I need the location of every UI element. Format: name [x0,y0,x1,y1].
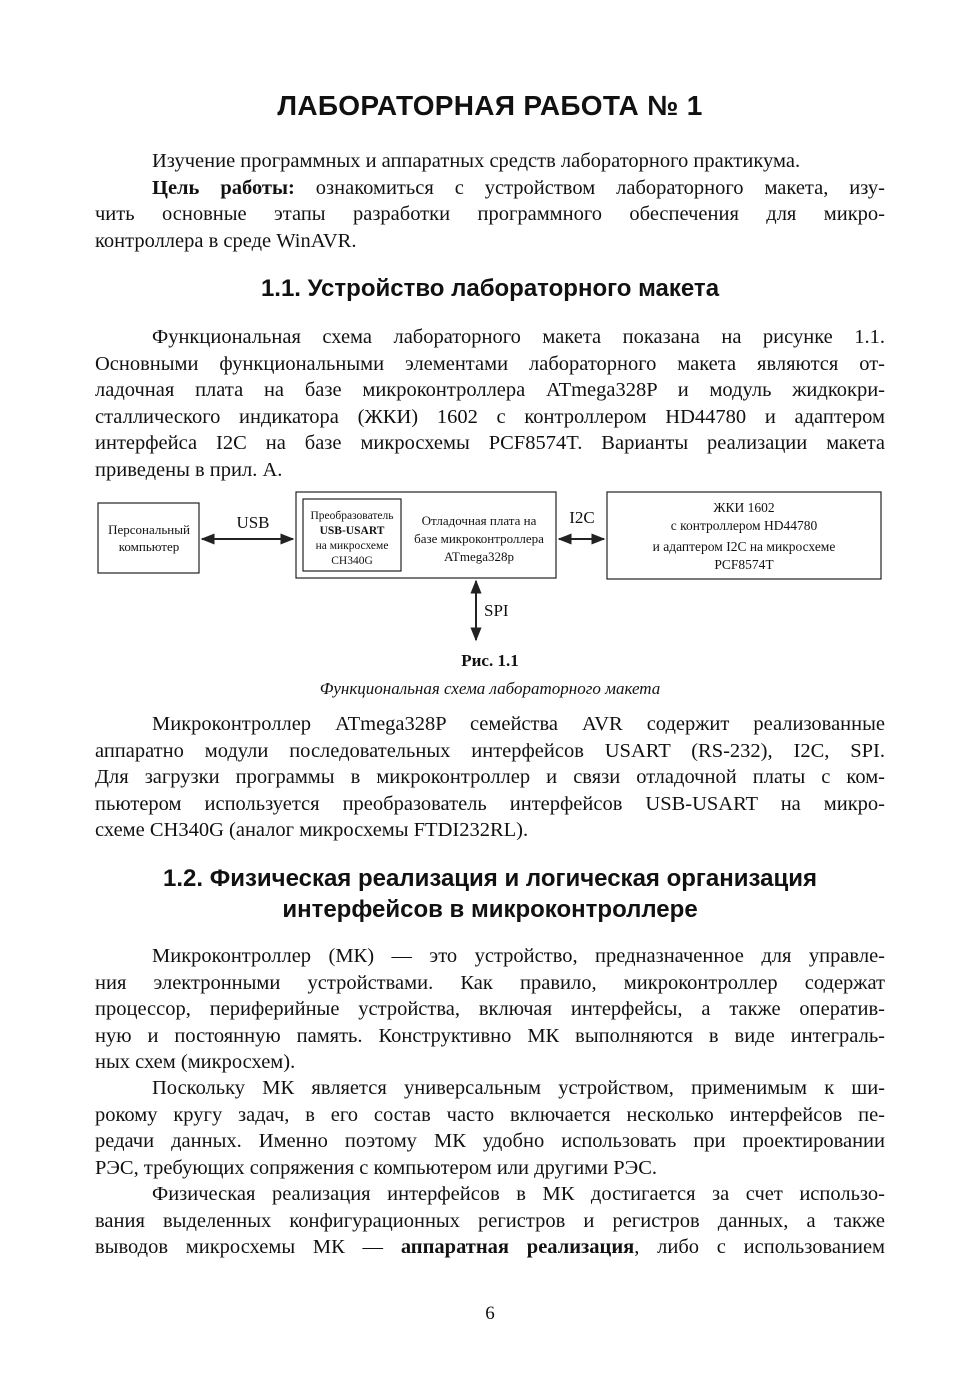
text-line: Для загрузки программы в микроконтроллер и связи отладочной платы с ком- [95,766,885,788]
board-label-line: базе микроконтроллера [414,531,544,546]
text-line: интерфейса I2C на базе микросхемы PCF8574T. Варианты реализации макета [95,432,885,454]
text-line: ных схем (микросхем). [95,1051,296,1073]
section-heading-1-1: 1.1. Устройство лабораторного макета [260,275,720,302]
page-number: 6 [485,1303,495,1324]
goal-text: ознакомиться с устройством лабораторного макета, изу- [315,176,886,199]
text-line: вания выделенных конфигурационных регистров и регистров данных, а также [95,1209,885,1232]
text-line [95,1234,885,1261]
section1-paragraph-2 [95,711,885,844]
text-line: ния электронными устройствами. Как правило, микроконтроллер содержат [95,971,885,994]
text-line: РЭС, требующих сопряжения с компьютером или другими РЭС. [95,1156,657,1179]
converter-label-line: CH340G [331,555,373,567]
intro-goal-line: чить основные этапы разработки программного обеспечения для микро- [95,203,885,225]
figure-caption-number: Рис. 1.1 [461,651,519,670]
i2c-label: I2C [569,508,595,527]
text-line: сталлического индикатора (ЖКИ) 1602 с контроллером HD44780 и адаптером [95,405,885,428]
section-heading-line: 1.2. Физическая реализация и логическая организация [163,865,817,892]
figure-caption-text: Функциональная схема лабораторного макета [319,679,661,698]
text-line: Функциональная схема лабораторного макета показана на рисунке 1.1. [152,326,885,348]
lcd-label-line: с контроллером HD44780 [670,518,818,533]
pc-block [98,503,199,573]
section1-paragraph-1 [95,324,885,483]
text-line: Физическая реализация интерфейсов в МК достигается за счет использо- [152,1183,885,1205]
text-line: ную и постоянную память. Конструктивно МК выполняются в виде интеграль- [95,1024,885,1047]
pc-label-line: Персональный [108,522,190,537]
text-line: схеме CH340G (аналог микросхемы FTDI232RL). [95,819,529,841]
text-line: пьютером используется преобразователь интерфейсов USB-USART на микро- [95,792,885,815]
lcd-label-line: ЖКИ 1602 [713,500,775,515]
lcd-label-line: и адаптером I2C на микросхеме [652,539,836,554]
text-fragment: выводов микросхемы МК — [95,1236,401,1258]
intro-goal-line: контроллера в среде WinAVR. [95,229,357,252]
text-line: рокому кругу задач, в его состав часто включается несколько интерфейсов пе- [95,1103,885,1126]
text-line: ладочная плата на базе микроконтроллера ATmega328P и модуль жидкокри- [95,379,885,401]
pc-label-line: компьютер [118,539,180,554]
board-label-line: Отладочная плата на [421,513,537,528]
text-fragment: , либо с использованием [634,1236,886,1258]
intro-subject-line: Изучение программных и аппаратных средств лабораторного практикума. [152,150,801,172]
text-line: Микроконтроллер (МК) — это устройство, предназначенное для управле- [152,945,885,967]
converter-label-line: на микросхеме [315,540,389,552]
section2-paragraph-3 [95,1181,885,1261]
section-heading-1-2 [95,863,885,925]
text-line: Микроконтроллер ATmega328P семейства AVR содержит реализованные [152,713,885,735]
page-title: ЛАБОРАТОРНАЯ РАБОТА № 1 [277,90,703,121]
section2-paragraph-1 [95,943,885,1076]
text-line: Основными функциональными элементами лабораторного макета являются от- [95,352,885,375]
goal-label: Цель работы: [152,176,295,199]
lcd-label-line: PCF8574T [714,557,774,572]
text-line: процессор, периферийные устройства, включая интерфейсы, а также оператив- [95,998,885,1020]
board-label-line: ATmega328p [443,549,515,564]
spi-label: SPI [484,601,509,620]
converter-label-line: USB-USART [319,525,385,537]
section-heading-line: интерфейсов в микроконтроллере [282,896,698,923]
intro-goal-line [95,175,885,202]
converter-label-line: Преобразователь [310,510,394,522]
text-line: Поскольку МК является универсальным устройством, применимым к ши- [152,1077,885,1099]
text-line: аппаратно модули последовательных интерфейсов USART (RS-232), I2C, SPI. [95,739,885,762]
functional-diagram [0,480,980,670]
usb-label: USB [236,513,270,532]
intro-paragraph [95,148,885,254]
emphasis-term: аппаратная реализация [400,1236,635,1258]
text-line: приведены в прил. А. [95,458,283,481]
section2-paragraph-2 [95,1075,885,1181]
text-line: редачи данных. Именно поэтому МК удобно использовать при проектировании [95,1130,885,1152]
